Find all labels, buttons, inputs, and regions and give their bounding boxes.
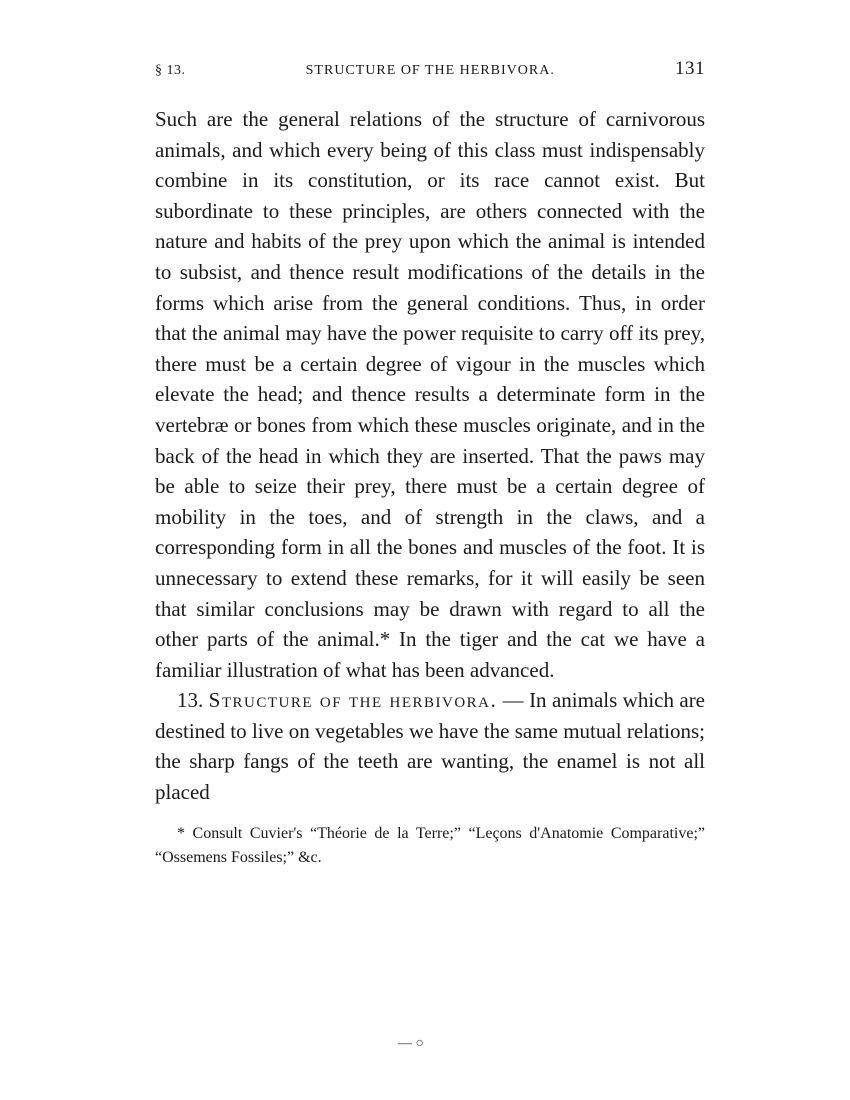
running-title: STRUCTURE OF THE HERBIVORA. [305,63,555,78]
page-number: 131 [674,58,705,79]
footnote: * Consult Cuvier's “Théorie de la Terre;” “Leçons d'Anatomie Comparative;” “Ossemens Fossiles;” &c. [155,824,705,866]
running-head [155,58,705,88]
paragraph-herbivora [155,685,705,807]
book-page [155,58,705,870]
heading-dash: — [497,688,530,713]
paragraph-carnivora: Such are the general relations of the structure of carnivorous animals, and which every being of this class must indispensably combine in its constitution, or its race cannot exist. But subordinate to these principles, are others connected with the nature and habits of the prey upon which the animal is intended to subsist, and thence result modifications of the details in the forms which arise from the general conditions. Thus, in order that the animal may have the power requisite to carry off its prey, there must be a certain degree of vigour in the muscles which elevate the head; and thence results a determinate form in the vertebræ or bones from which these muscles originate, and in the back of the head in which they are inserted. That the paws may be able to seize their prey, there must be a certain degree of mobility in the toes, and of strength in the claws, and a corresponding form in all the bones and muscles of the foot. It is unnecessary to extend these remarks, for it will easily be seen that similar conclusions may be drawn with regard to all the other parts of the animal.* In the tiger and the cat we have a familiar illustration of what has been advanced. [155,107,705,682]
signature-mark: — ○ [398,1036,424,1051]
section-heading: Structure of the herbivora. [208,688,498,713]
paragraph-text: In animals which are destined to live on vegetables we have the same mutual relations; the sharp fangs of the teeth are wanting, the enamel is not all placed [155,688,706,805]
section-number: § 13. [155,63,186,78]
paragraph-number: 13. [177,688,204,713]
body-text [155,104,705,808]
